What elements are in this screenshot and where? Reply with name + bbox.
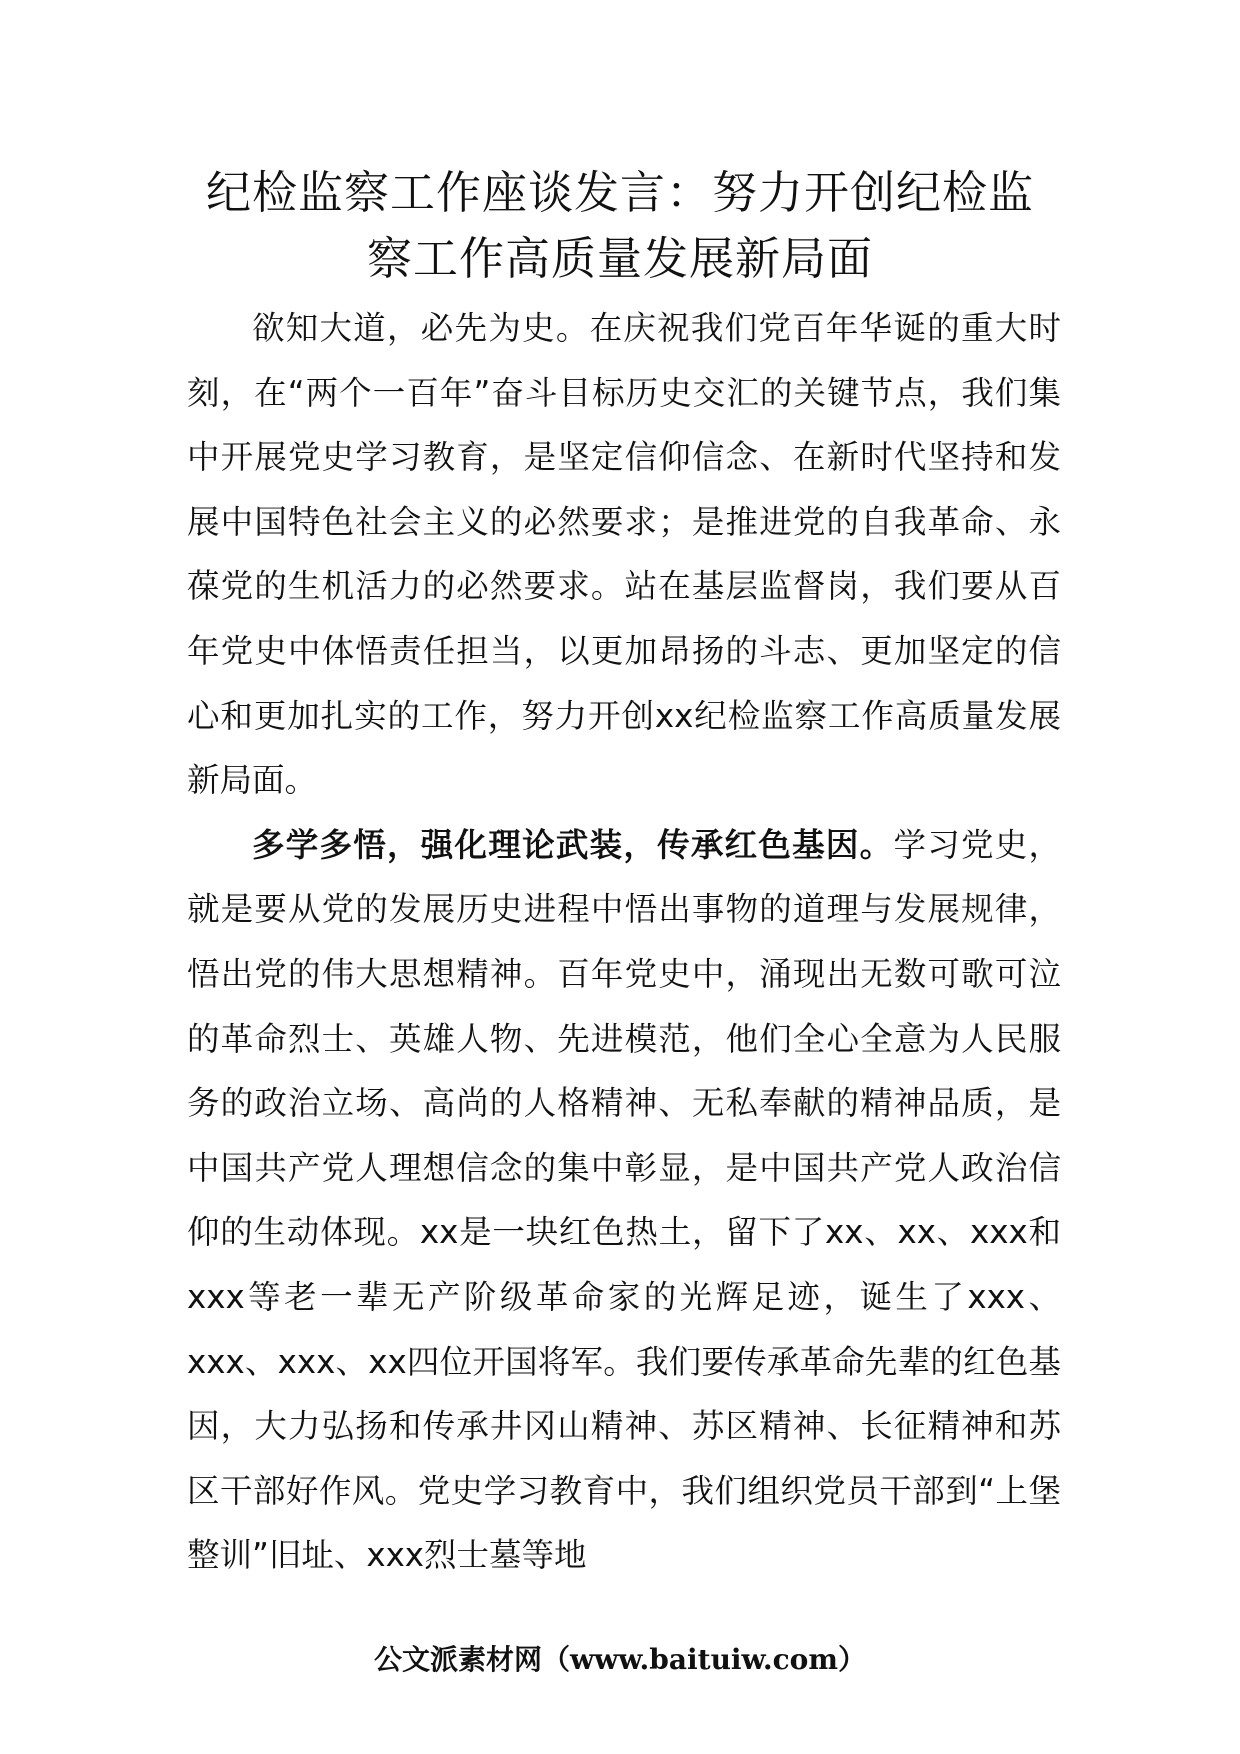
document-body [187,296,1061,1588]
paragraph-lead: 多学多悟，强化理论武装，传承红色基因。 [252,825,894,864]
document-title-line-2: 察工作高质量发展新局面 [366,232,873,285]
paragraph-text: 欲知大道，必先为史。在庆祝我们党百年华诞的重大时刻，在“两个一百年”奋斗目标历史交汇的关键节点，我们集中开展党史学习教育，是坚定信仰信念、在新时代坚持和发展中国特色社会主义的必然要求；是推进党的自我革命、永葆党的生机活力的必然要求。站在基层监督岗，我们要从百年党史中体悟责任担当，以更加昂扬的斗志、更加坚定的信心和更加扎实的工作，努力开创xx纪检监察工作高质量发展新局面。 [187,309,1061,800]
paragraph-study [187,813,1061,1588]
paragraph-intro [187,296,1061,813]
document-title [140,160,1100,292]
page-footer: 公文派素材网（www.baituiw.com） [374,1643,866,1676]
document-title-line-1: 纪检监察工作座谈发言：努力开创纪检监 [205,166,1034,219]
paragraph-text: 学习党史，就是要从党的发展历史进程中悟出事物的道理与发展规律，悟出党的伟大思想精神。百年党史中，涌现出无数可歌可泣的革命烈士、英雄人物、先进模范，他们全心全意为人民服务的政治立场、高尚的人格精神、无私奉献的精神品质，是中国共产党人理想信念的集中彰显，是中国共产党人政治信仰的生动体现。xx是一块红色热土，留下了xx、xx、xxx和xxx等老一辈无产阶级革命家的光辉足迹，诞生了xxx、xxx、xxx、xx四位开国将军。我们要传承革命先辈的红色基因，大力弘扬和传承井冈山精神、苏区精神、长征精神和苏区干部好作风。党史学习教育中，我们组织党员干部到“上堡整训”旧址、xxx烈士墓等地 [187,825,1061,1575]
